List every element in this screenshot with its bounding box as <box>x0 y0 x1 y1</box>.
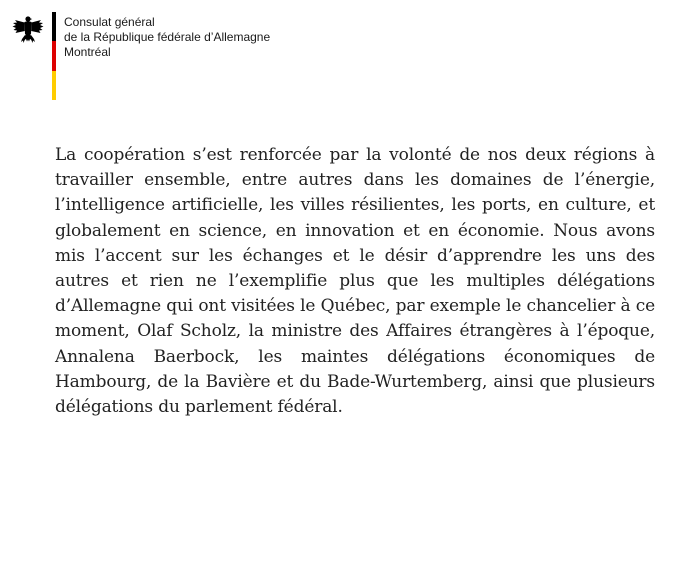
flag-bar <box>52 12 56 100</box>
federal-eagle-icon <box>12 14 44 48</box>
flag-stripe-black <box>52 12 56 41</box>
body-paragraph: La coopération s’est renforcée par la volonté de nos deux régions à travailler ensemble, entre autres dans les domaines de l’énergie, l’intelligence artificielle, les villes résilientes, les ports, en culture, et globalement en science, en innovation et en économie. Nous avons mis l’accent sur les échanges et le désir d’apprendre les uns des autres et rien ne l’exemplifie plus que les multiples délégations d’Allemagne qui ont visitées le Québec, par exemple le chancelier à ce moment, Olaf Scholz, la ministre des Affaires étrangères à l’époque, Annalena Baerbock, les maintes délégations économiques de Hambourg, de la Bavière et du Bade-Wurtemberg, ainsi que plusieurs délégations du parlement fédéral. <box>55 145 655 418</box>
consulate-line-2: de la République fédérale d’Allemagne <box>64 30 271 44</box>
consulate-line-1: Consulat général <box>64 15 155 29</box>
flag-stripe-gold <box>52 71 56 100</box>
flag-stripe-red <box>52 41 56 70</box>
consulate-name <box>64 15 270 60</box>
consulate-line-3: Montréal <box>64 45 111 59</box>
